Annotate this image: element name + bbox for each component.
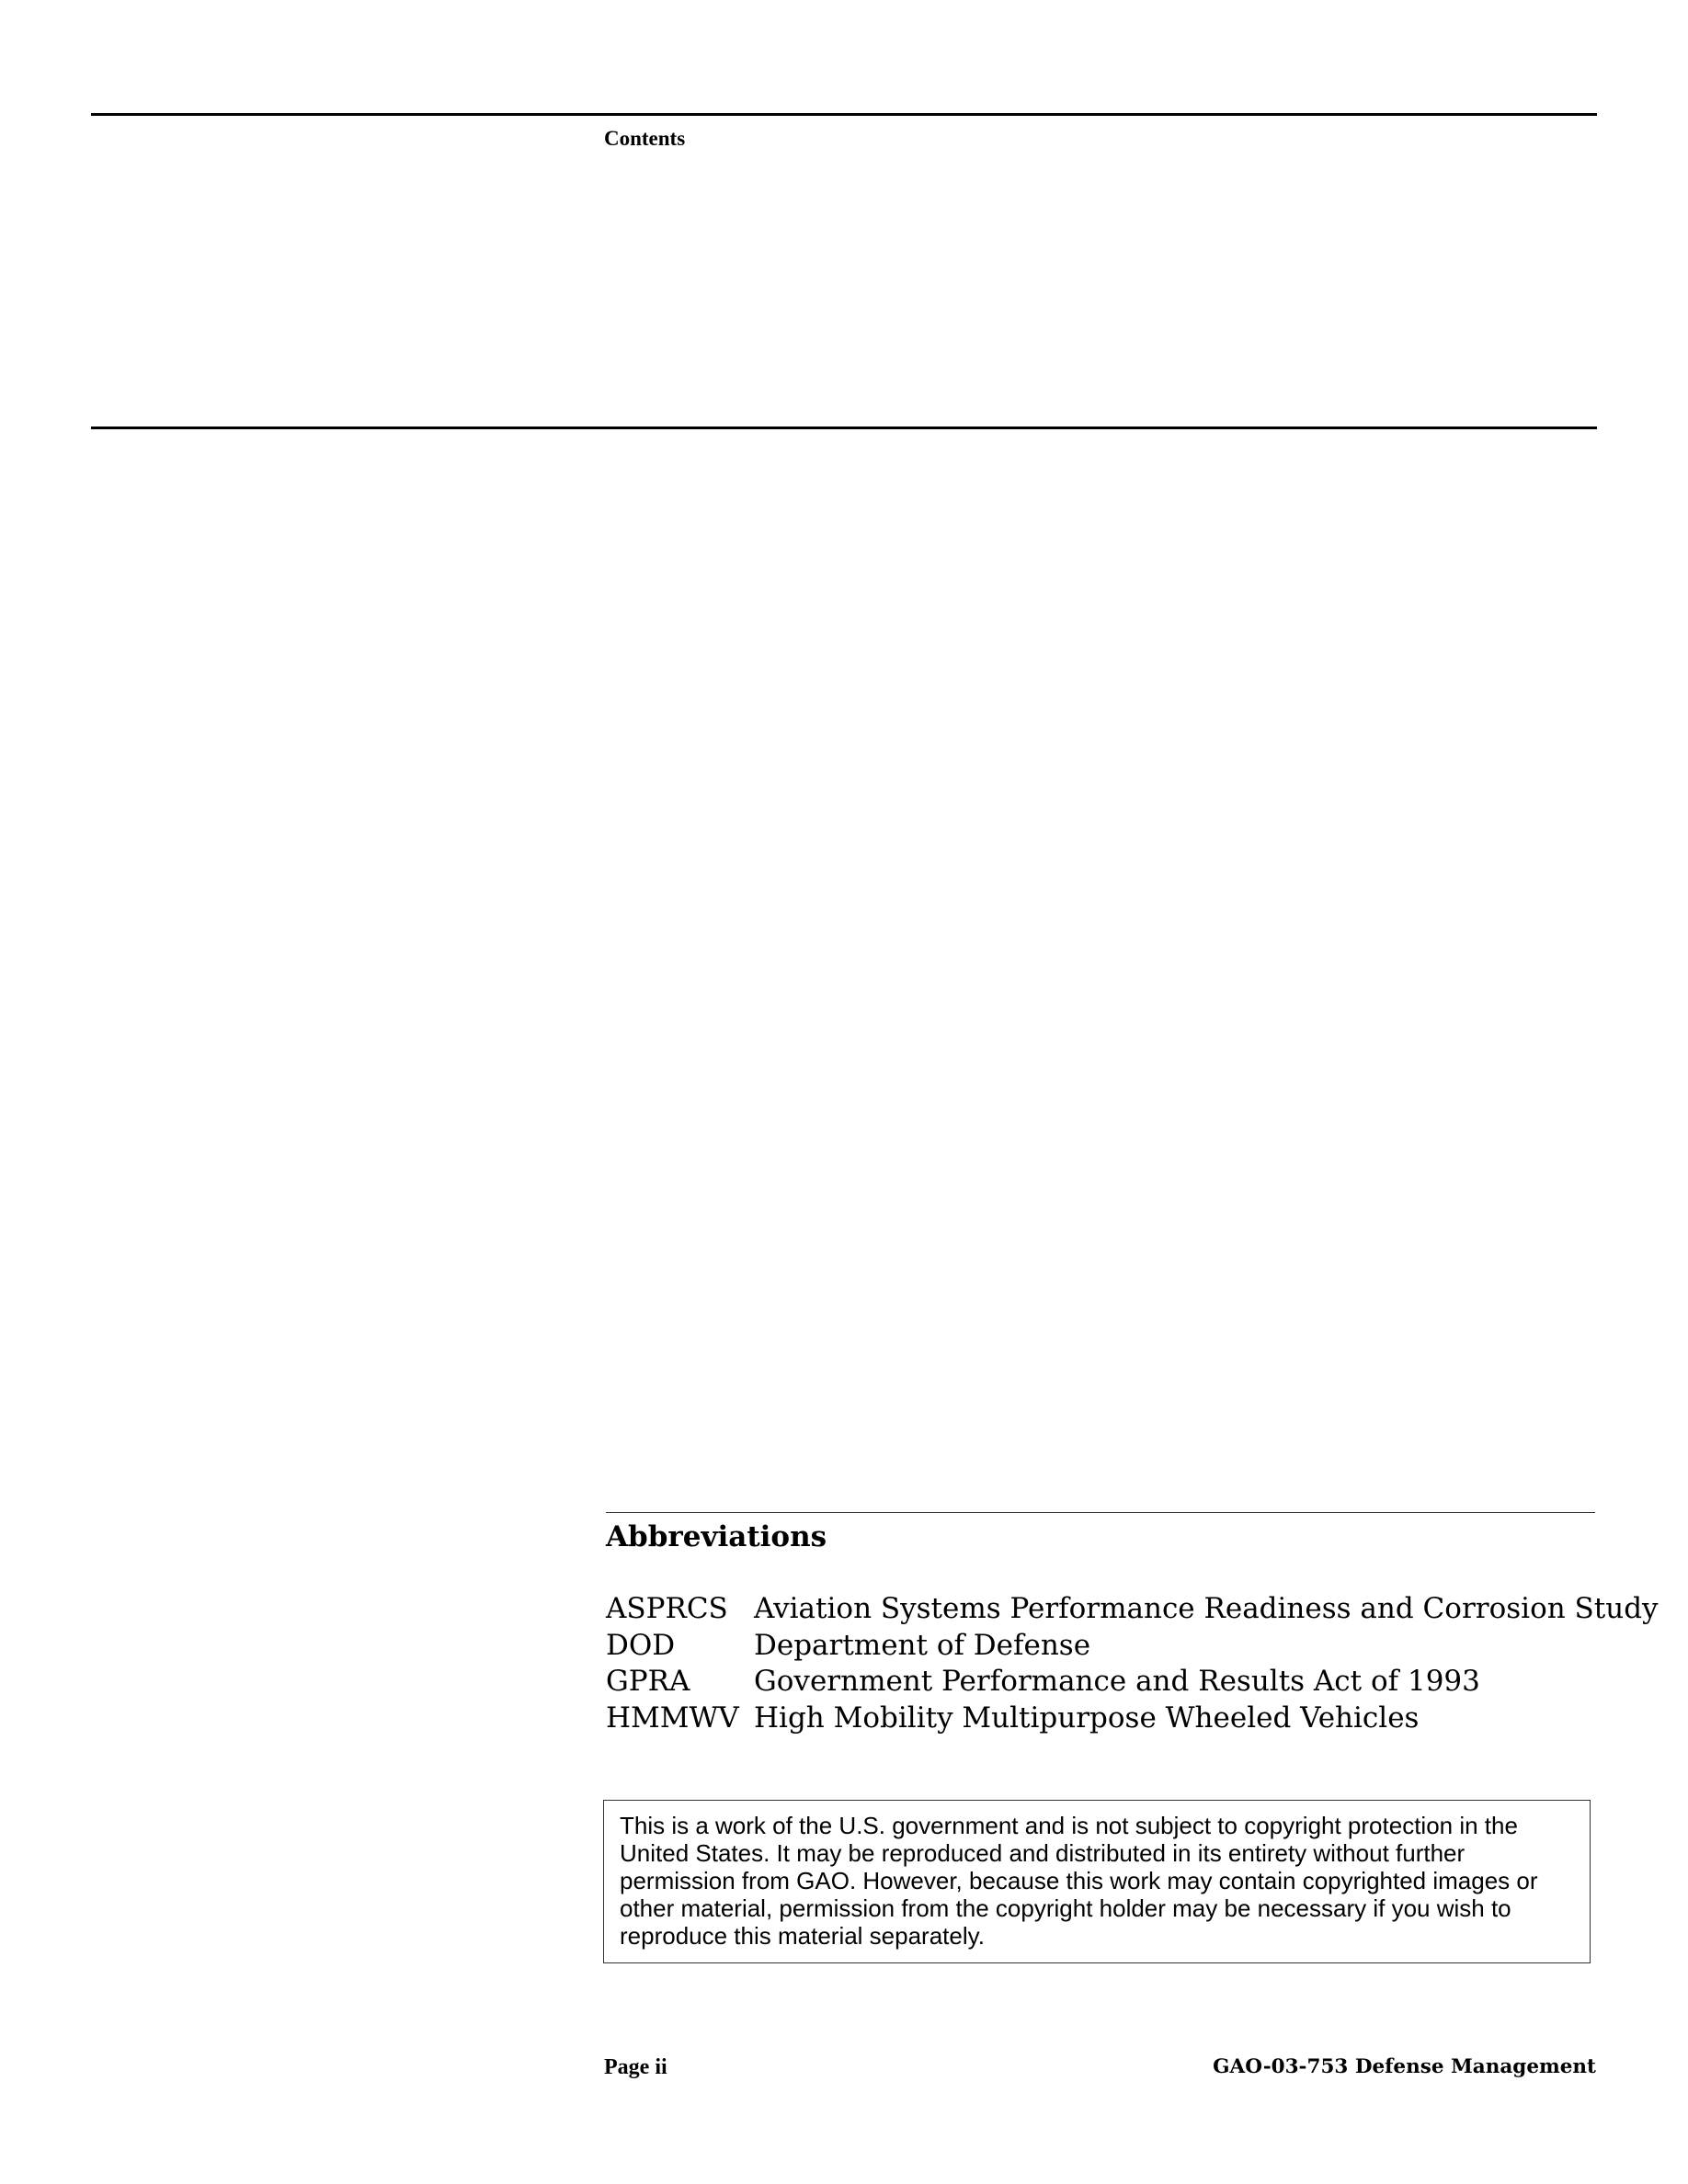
copyright-notice: This is a work of the U.S. government and is not subject to copyright protection in the United States. It may be reproduced and distributed in its entirety without further permission from GAO. However, because this work may contain copyrighted images or other material, permission from the copyright holder may be necessary if you wish to reproduce this material separately. (603, 1800, 1591, 1963)
abbreviation-term: DOD (606, 1628, 676, 1662)
abbreviation-definition: Aviation Systems Performance Readiness and Corrosion Study (754, 1592, 1659, 1625)
section-label: Contents (604, 127, 686, 150)
abbreviation-term: GPRA (606, 1665, 690, 1698)
abbreviations-list (606, 1591, 1659, 1736)
abbreviation-row (606, 1591, 1659, 1628)
abbreviation-definition: High Mobility Multipurpose Wheeled Vehicles (754, 1701, 1420, 1735)
abbreviation-row (606, 1628, 1597, 1665)
abbreviation-definition: Government Performance and Results Act of 1993 (754, 1665, 1480, 1698)
header-top-rule (91, 113, 1597, 116)
page-number: Page ii (604, 2055, 667, 2079)
abbreviation-term: ASPRCS (606, 1592, 728, 1625)
abbreviation-row (606, 1664, 1597, 1701)
header-bottom-rule (91, 427, 1597, 429)
abbreviations-heading: Abbreviations (606, 1520, 827, 1553)
report-title: GAO-03-753 Defense Management (1213, 2055, 1596, 2078)
abbreviations-rule (606, 1512, 1595, 1513)
abbreviation-definition: Department of Defense (754, 1628, 1091, 1662)
abbreviation-term: HMMWV (606, 1701, 739, 1735)
abbreviation-row (606, 1701, 1597, 1737)
